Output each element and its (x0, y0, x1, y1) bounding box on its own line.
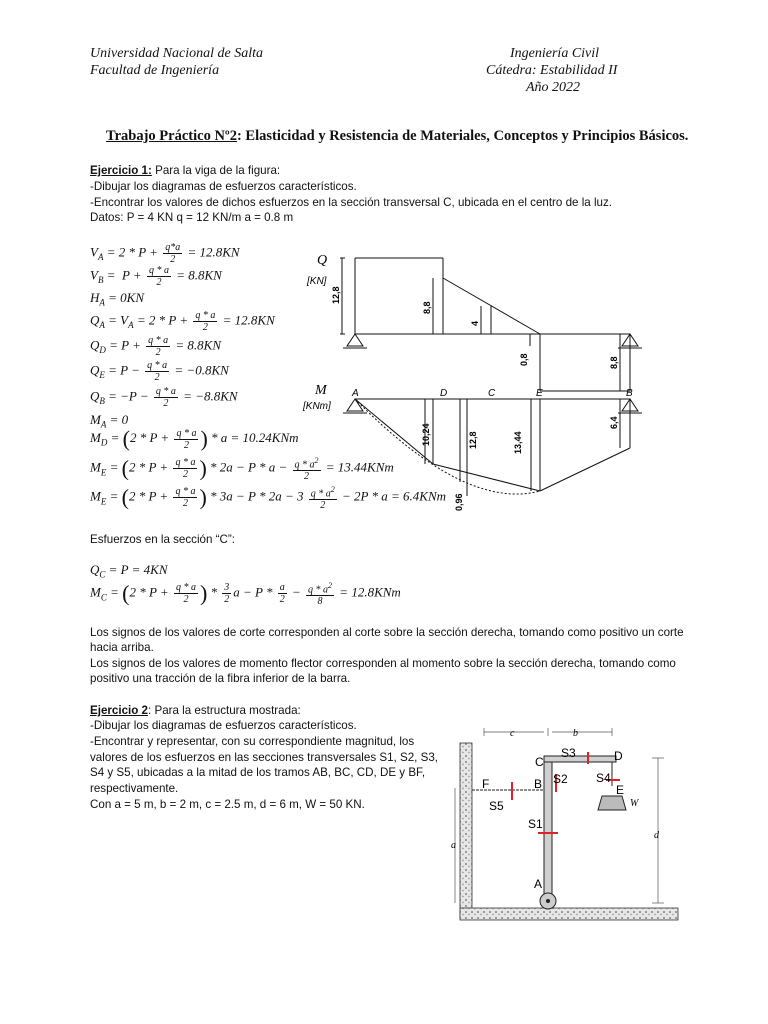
section-s3: S3 (561, 746, 576, 760)
node-d: D (614, 749, 623, 763)
ex1-line2: -Encontrar los valores de dichos esfuerzos en la sección transversal C, ubicada en el centro de la luz. (90, 196, 612, 209)
m-axis-unit: [KNm] (303, 401, 331, 412)
eq-qb: $Q_B = -P$ − $\frac{q * a}{2}$ = −8.8KN (90, 386, 238, 409)
node-c: C (535, 755, 544, 769)
dim-b: b (573, 728, 578, 739)
eq-qc-result: = 4KN (131, 562, 168, 577)
point-b: B (626, 388, 633, 399)
header-year: Año 2022 (526, 80, 581, 95)
page-title (106, 128, 688, 145)
ex2-line2: -Encontrar y representar, con su correspondiente magnitud, los (90, 735, 415, 748)
note-line-4: positivo una tracción de la fibra inferior de la barra. (90, 672, 351, 685)
ex2-line4: S4 y S5, ubicadas a la mitad de los tramos AB, BC, CD, DE y BF, (90, 766, 426, 779)
moment-value-mc: 12,8 (468, 431, 478, 449)
m-axis-label: M (315, 383, 327, 398)
eq-ma-result: = 0 (109, 412, 129, 427)
load-label: W (630, 798, 639, 809)
eq-me1-result: = 13.44KNm (325, 459, 394, 475)
ex1-line1: -Dibujar los diagramas de esfuerzos característicos. (90, 180, 357, 193)
shear-value-qe: 0,8 (519, 353, 529, 366)
header-chair: Cátedra: Estabilidad II (486, 63, 618, 78)
moment-value-mb: 6,4 (609, 416, 619, 429)
shear-value-c: 4 (470, 320, 480, 326)
eq-md: $M_D = (2 * P$ + $\frac{q * a}{2}$ ) * a = 10.24KNm (90, 426, 299, 451)
ex2-line5: respectivamente. (90, 782, 179, 795)
shear-value-qa: 12,8 (331, 286, 341, 304)
load-weight (598, 796, 626, 810)
frame-members (472, 756, 616, 898)
ex2-line1: -Dibujar los diagramas de esfuerzos característicos. (90, 719, 357, 732)
eq-ha-result: = 0KN (108, 290, 145, 305)
point-c: C (488, 388, 496, 399)
shear-diagram (340, 258, 642, 391)
eq-qa: $Q_A = V_A = 2 * P$ + $\frac{q * a}{2}$ = 12.8KN (90, 310, 275, 333)
shear-value-qd: 8,8 (422, 301, 432, 314)
eq-ha: $H_A = 0KN$ (90, 290, 145, 308)
ground (460, 908, 678, 920)
ex2-intro (90, 703, 301, 719)
eq-qd-result: = 8.8KN (175, 337, 222, 353)
eq-vb: $V_B = P$ + $\frac{q * a}{2}$ = 8.8KN (90, 265, 222, 288)
eq-me2: $M_E = (2 * P$ + $\frac{q * a}{2}$ ) * 3a − P * 2a − 3 $\frac{q * a^2}{2}$ − 2P * a = 6.4KNm (90, 484, 447, 512)
frame-structure-diagram (440, 718, 680, 930)
wall (460, 743, 472, 918)
eq-vb-result: = 8.8KN (176, 267, 222, 283)
shear-moment-diagram (295, 236, 680, 526)
ex2-data: Con a = 5 m, b = 2 m, c = 2.5 m, d = 6 m, W = 50 KN. (90, 798, 365, 811)
q-axis-label: Q (317, 253, 328, 268)
section-c-title: Esfuerzos en la sección “C”: (90, 533, 235, 546)
node-f: F (482, 777, 490, 791)
ex2-line3: valores de los esfuerzos en las secciones transversales S1, S2, S3, (90, 751, 438, 764)
ex2-heading: Ejercicio 2 (90, 704, 149, 717)
moment-value-md: 10,24 (421, 423, 431, 446)
moment-value-delta: 0,96 (454, 493, 464, 511)
eq-qc: $Q_C = P = 4KN$ (90, 562, 168, 580)
ex2-intro-text: : Para la estructura mostrada: (148, 704, 301, 717)
section-s5: S5 (489, 799, 504, 813)
eq-qe: $Q_E = P$ − $\frac{q * a}{2}$ = −0.8KN (90, 360, 229, 383)
eq-qa-result: = 12.8KN (222, 312, 275, 328)
moment-diagram (343, 399, 642, 496)
ex1-data: Datos: P = 4 KN q = 12 KN/m a = 0.8 m (90, 211, 294, 224)
header-faculty: Facultad de Ingeniería (90, 63, 220, 78)
note-line-2: hacia arriba. (90, 641, 154, 654)
note-line-3: Los signos de los valores de momento flector corresponden al momento sobre la sección derecha, tomando como (90, 657, 676, 670)
ex1-intro-text: Para la viga de la figura: (151, 164, 281, 177)
eq-me1: $M_E = (2 * P$ + $\frac{q * a}{2}$ ) * 2a − P * a − $\frac{q * a^2}{2}$ = 13.44KNm (90, 455, 394, 483)
moment-value-me: 13,44 (513, 431, 523, 454)
ex1-heading: Ejercicio 1: (90, 164, 152, 177)
dim-c: c (510, 728, 515, 739)
title-rest: : Elasticidad y Resistencia de Materiales, Conceptos y Principios Básicos. (236, 128, 689, 144)
eq-qe-result: = −0.8KN (174, 362, 229, 378)
eq-mc: $M_C = (2 * P$ + $\frac{q * a}{2}$ ) * $\frac{3}{2}$ a − P * $\frac{a}{2}$ − $\frac{q * a^2}{8}$ = 12.8KNm (90, 580, 401, 608)
section-s4: S4 (596, 771, 611, 785)
header-university: Universidad Nacional de Salta (90, 46, 264, 61)
eq-qd: $Q_D = P$ + $\frac{q * a}{2}$ = 8.8KN (90, 335, 222, 358)
node-a: A (534, 877, 543, 891)
eq-mc-result: = 12.8KNm (339, 584, 401, 600)
eq-me2-result: = 6.4KNm (391, 488, 447, 504)
point-a: A (352, 388, 359, 399)
header-career: Ingeniería Civil (510, 46, 600, 61)
eq-va-result: = 12.8KN (187, 244, 240, 260)
point-e: E (536, 388, 543, 399)
eq-ma: $M_A = 0$ (90, 412, 129, 430)
ex1-intro (90, 163, 280, 179)
dim-d: d (654, 830, 659, 841)
section-s2: S2 (553, 772, 568, 786)
eq-va: $V_A = 2 * P$ + $\frac{q*a}{2}$ = 12.8KN (90, 242, 240, 265)
note-line-1: Los signos de los valores de corte corresponden al corte sobre la sección derecha, tomando como positivo un corte (90, 626, 684, 639)
node-b: B (534, 777, 543, 791)
eq-md-result: = 10.24KNm (230, 429, 299, 445)
title-prefix: Trabajo Práctico Nº2 (106, 128, 237, 144)
point-d: D (440, 388, 448, 399)
section-s1: S1 (528, 817, 543, 831)
dim-a: a (451, 840, 456, 851)
node-e: E (616, 783, 625, 797)
shear-value-qb: 8,8 (609, 356, 619, 369)
q-axis-unit: [KN] (307, 276, 327, 287)
eq-qb-result: = −8.8KN (183, 388, 238, 404)
